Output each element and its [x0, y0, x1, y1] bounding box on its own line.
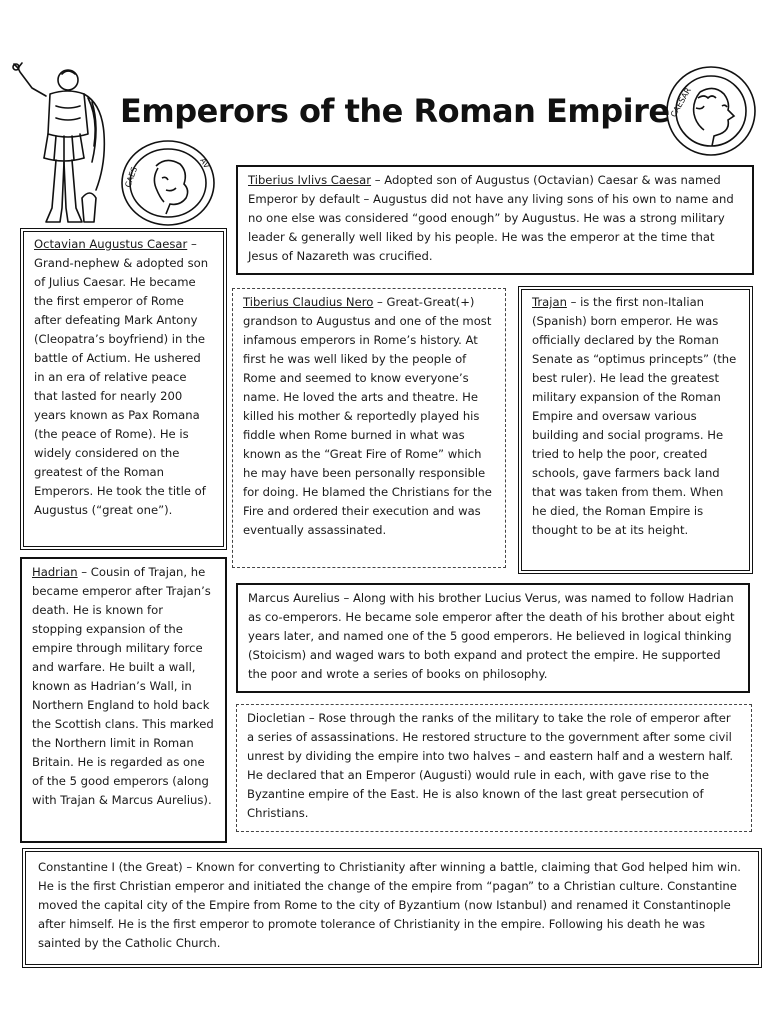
emperor-name: Tiberius Ivlivs Caesar [248, 173, 372, 187]
emperor-card-constantine [22, 848, 762, 968]
emperor-card-hadrian [20, 557, 227, 843]
emperor-name: Octavian Augustus Caesar [34, 237, 188, 251]
emperor-description: – Along with his brother Lucius Verus, was named to follow Hadrian as co-emperors. He became sole emperor after the death of his brother about eight years later, and named one of the 5 good emperors. He believed in logical thinking (Stoicism) and waged wars to both expand and protect the empire. He supported the poor and wrote a series of books on philosophy. [248, 591, 735, 681]
emperor-card-marcus-aurelius [236, 583, 750, 693]
emperor-card-octavian [20, 228, 227, 550]
emperor-card-trajan [518, 286, 753, 574]
roman-coin-icon [118, 138, 218, 228]
coin-legend: CAESAR [668, 86, 693, 119]
emperor-description: – Cousin of Trajan, he became emperor after Trajan’s death. He is known for stopping expansion of the empire through military force and warfare. He built a wall, known as Hadrian’s Wall, in Northern England to hold back the Scottish clans. This marked the Northern limit in Roman Britain. He is regarded as one of the 5 good emperors (along with Trajan & Marcus Aurelius). [32, 565, 214, 807]
emperor-description: – Great-Great(+) grandson to Augustus and one of the most infamous emperors in Rome’s history. At first he was well liked by the people of Rome and seemed to know everyone’s name. He loved the arts and theatre. He killed his mother & reportedly played his fiddle when Rome burned in what was known as the “Great Fire of Rome” which he may have been personally responsible for doing. He blamed the Christians for the Fire and ordered their execution and was eventually assassinated. [243, 295, 492, 537]
emperor-description: – Known for converting to Christianity after winning a battle, claiming that God helped him win. He is the first Christian emperor and initiated the change of the empire from “pagan” to a Christian culture. Constantine moved the capital city of the Empire from Rome to the city of Byzantium (now Istanbul) and renamed it Constantinople after himself. He is the first emperor to promote tolerance of Christianity in the empire. Following his death he was sainted by the Catholic Church. [38, 860, 741, 950]
emperor-name: Diocletian [247, 711, 306, 725]
emperor-description: – Rose through the ranks of the military to take the role of emperor after a series of assassinations. He restored structure to the government after some civil unrest by dividing the empire into two halves – and eastern half and a western half. He declared that an Emperor (Augusti) would rule in each, with gave rise to the Byzantine empire of the East. He is also known of the last great persecution of Christians. [247, 711, 734, 820]
svg-text:AV: AV [198, 156, 212, 171]
roman-coin-icon [664, 64, 758, 158]
emperor-name: Hadrian [32, 565, 78, 579]
emperor-name: Trajan [532, 295, 567, 309]
svg-text:CAES: CAES [123, 165, 140, 189]
emperor-card-nero [232, 288, 506, 568]
emperor-name: Tiberius Claudius Nero [243, 295, 374, 309]
page-title: Emperors of the Roman Empire [120, 92, 670, 130]
emperor-description: – is the first non-Italian (Spanish) born emperor. He was officially declared by the Roman Senate as “optimus princepts” (the best ruler). He lead the greatest military expansion of the Roman Empire and oversaw various building and social programs. He tried to help the poor, created schools, gave farmers back land that was taken from them. When he died, the Roman Empire is thought to be at its height. [532, 295, 737, 537]
emperor-description: – Adopted son of Augustus (Octavian) Caesar & was named Emperor by default – Augustus did not have any living sons of his own to name and no one else was considered “good enough” by Augustus. He was a strong military leader & generally well liked by his people. He was the emperor at the time that Jesus of Nazareth was crucified. [248, 173, 734, 263]
emperor-name: Constantine I (the Great) [38, 860, 183, 874]
emperor-card-tiberius-julius [236, 165, 754, 275]
emperor-name: Marcus Aurelius [248, 591, 340, 605]
emperor-card-diocletian [236, 704, 752, 832]
emperor-description: – Grand-nephew & adopted son of Julius Caesar. He became the first emperor of Rome after defeating Mark Antony (Cleopatra’s boyfriend) in the battle of Actium. He ushered in an era of relative peace that lasted for nearly 200 years known as Pax Romana (the peace of Rome). He is widely considered on the greatest of the Roman Emperors. He took the title of Augustus (“great one”). [34, 237, 209, 517]
augustus-statue-icon [10, 58, 114, 230]
